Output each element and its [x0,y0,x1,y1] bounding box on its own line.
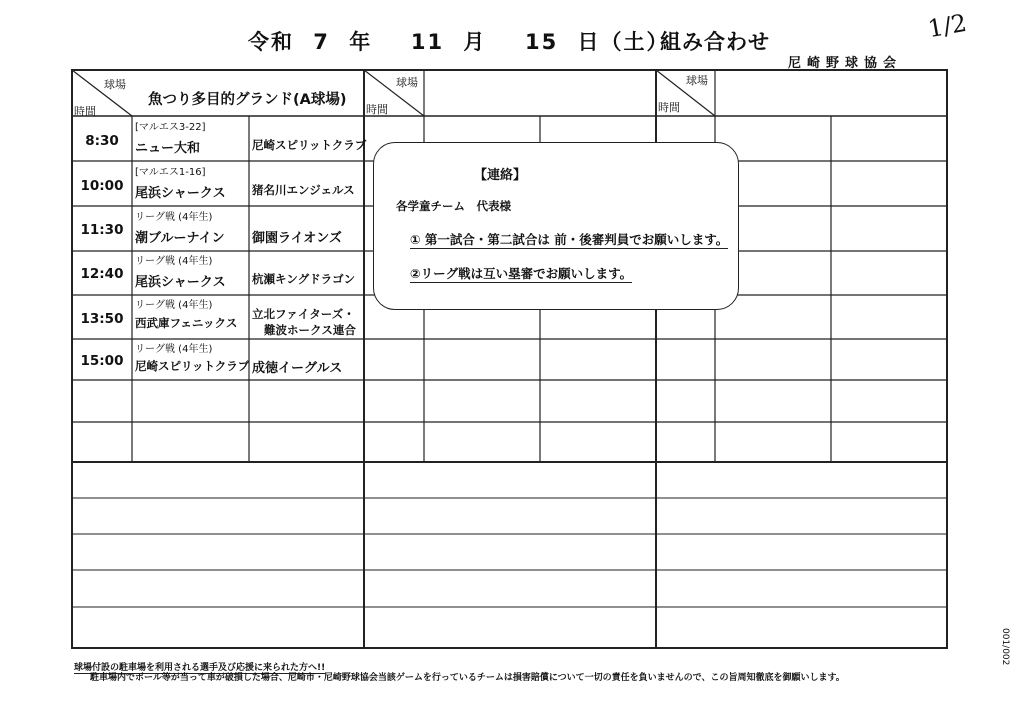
notice-box [373,142,739,310]
time-slot-3: 11:30 [80,222,124,238]
home-team-3: 潮ブルーナイン [135,231,225,246]
match-tag-4: リーグ戦 (4年生) [135,256,213,267]
time-slot-4: 12:40 [80,266,124,282]
away-team-5-line1: 立北ファイターズ・ [252,307,355,321]
time-corner-label-3: 時間 [658,101,680,114]
venue-corner-label-2: 球場 [396,76,418,89]
home-team-1: ニュー大和 [135,141,201,156]
notice-item-2: ②リーグ戦は互い塁審でお願いします。 [410,266,633,281]
away-team-1: 尼崎スピリットクラブ [252,138,367,152]
time-slot-1: 8:30 [85,133,119,149]
away-team-6: 成徳イーグルス [252,361,343,376]
venue-a-name: 魚つり多目的グランド(A球場) [148,92,347,108]
home-team-5: 西武庫フェニックス [135,316,238,330]
combination-label: 組み合わせ [660,30,770,54]
time-corner-label-1: 時間 [74,105,96,118]
away-team-4: 杭瀬キングドラゴン [252,272,356,286]
footer-disclaimer: 駐車場内でボール等が当って車が破損した場合、尼崎市・尼崎野球協会当該ゲームを行っているチームは損害賠償について一切の責任を負いませんので、この旨周知徹底を御願いします。 [90,673,845,683]
date-title: 令和 7 年 11 月 15 日（土） [248,30,670,54]
notice-title: 【連絡】 [474,168,527,183]
venue-corner-label-3: 球場 [686,74,708,87]
association-name: 尼崎野球協会 [788,56,903,71]
away-team-3: 御園ライオンズ [252,231,342,246]
notice-addressee: 各学童チーム 代表様 [396,199,511,213]
away-team-5-line2: 難波ホークス連合 [264,323,356,337]
away-team-2: 猪名川エンジェルス [252,183,355,197]
home-team-4: 尾浜シャークス [135,275,226,290]
notice-item-1: ① 第一試合・第二試合は 前・後審判員でお願いします。 [410,232,729,247]
match-tag-2: [マルエス1-16] [135,167,206,178]
side-page-mark: 001/002 [1000,628,1010,666]
time-slot-6: 15:00 [80,353,124,369]
page-mark: 1/2 [925,8,969,44]
time-corner-label-2: 時間 [366,103,388,116]
time-slot-5: 13:50 [80,311,124,327]
match-tag-6: リーグ戦 (4年生) [135,344,213,355]
venue-corner-label-1: 球場 [104,78,126,91]
home-team-2: 尾浜シャークス [135,186,226,201]
home-team-6: 尼崎スピリットクラブ [135,359,250,373]
footer-heading: 球場付設の駐車場を利用される選手及び応援に来られた方へ!! [74,660,325,674]
time-slot-2: 10:00 [80,178,124,194]
match-tag-3: リーグ戦 (4年生) [135,212,213,223]
match-tag-1: [マルエス3-22] [135,122,206,133]
match-tag-5: リーグ戦 (4年生) [135,300,213,311]
